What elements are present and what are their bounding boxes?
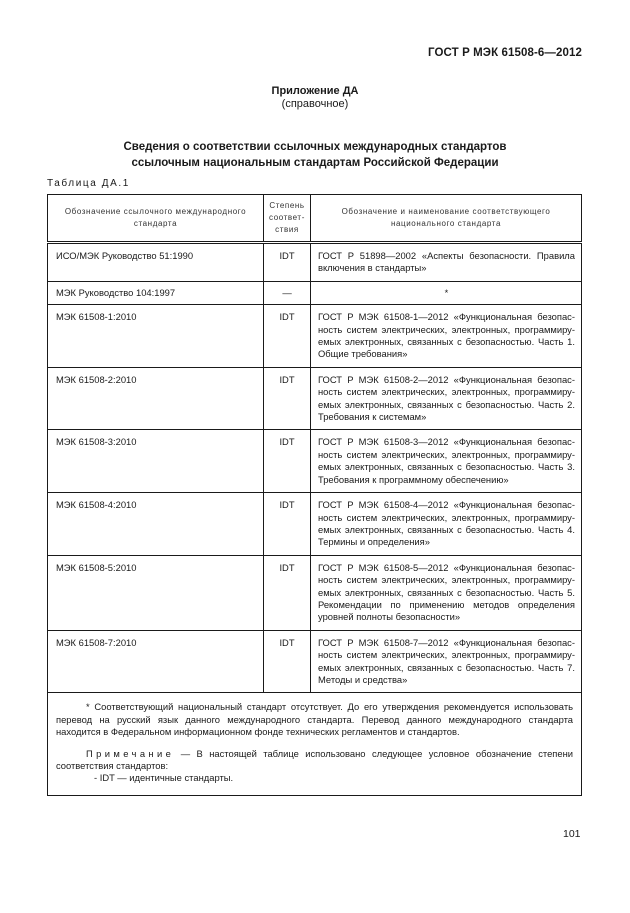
cell-intl-standard: МЭК 61508-7:2010: [48, 630, 264, 693]
table-footer: [48, 693, 582, 795]
cell-degree: IDT: [264, 430, 311, 493]
cell-intl-standard: МЭК 61508-4:2010: [48, 493, 264, 556]
cell-degree: —: [264, 281, 311, 304]
note-text: — В настоящей таблице использовано следующее условное обозначение степени соответствия стандартов:: [56, 747, 573, 771]
cell-national-standard: *: [311, 281, 582, 304]
table-row: [48, 281, 582, 304]
column-header-degree: Степень соответ-ствия: [264, 195, 311, 243]
footnote: * Соответствующий национальный стандарт отсутствует. До его утверждения рекомендуется использовать перевод на русский язык данного международного стандарта. Перевод данного международного стандарта находится в Федеральном информационном фонде технических регламентов и стандартов.: [56, 701, 573, 738]
table-label: Таблица ДА.1: [47, 178, 130, 189]
section-title: [0, 139, 630, 171]
table-row: [48, 430, 582, 493]
cell-degree: IDT: [264, 305, 311, 368]
cell-intl-standard: МЭК Руководство 104:1997: [48, 281, 264, 304]
cell-degree: IDT: [264, 367, 311, 430]
cell-national-standard: ГОСТ Р 51898—2002 «Аспекты безопасности. Правила включения в стандарты»: [311, 243, 582, 282]
table-row: [48, 630, 582, 693]
cell-national-standard: ГОСТ Р МЭК 61508-4—2012 «Функциональная безопасность систем электрических, электронных, программируемых электронных, связанных с безопасностью. Часть 4. Термины и определения»: [311, 493, 582, 556]
cell-national-standard: ГОСТ Р МЭК 61508-7—2012 «Функциональная безопасность систем электрических, электронных, программируемых электронных, связанных с безопасностью. Часть 7. Методы и средства»: [311, 630, 582, 693]
cell-national-standard: ГОСТ Р МЭК 61508-5—2012 «Функциональная безопасность систем электрических, электронных, программируемых электронных, связанных с безопасностью. Часть 5. Рекомендации по применению методов определения уровней полноты безопасности»: [311, 555, 582, 630]
cell-degree: IDT: [264, 630, 311, 693]
note: [56, 748, 573, 773]
note-label: Примечание: [86, 747, 175, 759]
section-title-line-1: Сведения о соответствии ссылочных международных стандартов: [123, 141, 507, 153]
table-row: [48, 493, 582, 556]
correspondence-table: [47, 194, 582, 796]
table-footer-row: [48, 693, 582, 795]
annex-subtitle: (справочное): [281, 98, 349, 110]
table-row: [48, 305, 582, 368]
annex-title: Приложение ДА: [271, 85, 359, 97]
cell-national-standard: ГОСТ Р МЭК 61508-2—2012 «Функциональная безопасность систем электрических, электронных, программируемых электронных, связанных с безопасностью. Часть 2. Требования к системам»: [311, 367, 582, 430]
cell-national-standard: ГОСТ Р МЭК 61508-1—2012 «Функциональная безопасность систем электрических, электронных, программируемых электронных, связанных с безопасностью. Часть 1. Общие требования»: [311, 305, 582, 368]
cell-degree: IDT: [264, 243, 311, 282]
standard-code-header: ГОСТ Р МЭК 61508-6—2012: [428, 47, 582, 59]
table-row: [48, 243, 582, 282]
cell-intl-standard: ИСО/МЭК Руководство 51:1990: [48, 243, 264, 282]
table-row: [48, 367, 582, 430]
table-row: [48, 555, 582, 630]
section-title-line-2: ссылочным национальным стандартам Российской Федерации: [131, 157, 499, 169]
page-number: 101: [563, 828, 581, 840]
cell-intl-standard: МЭК 61508-1:2010: [48, 305, 264, 368]
cell-national-standard: ГОСТ Р МЭК 61508-3—2012 «Функциональная безопасность систем электрических, электронных, программируемых электронных, связанных с безопасностью. Часть 3. Требования к программному обеспечению»: [311, 430, 582, 493]
cell-degree: IDT: [264, 493, 311, 556]
cell-intl-standard: МЭК 61508-5:2010: [48, 555, 264, 630]
column-header-intl: Обозначение ссылочного международного стандарта: [48, 195, 264, 243]
cell-intl-standard: МЭК 61508-2:2010: [48, 367, 264, 430]
table-header-row: [48, 195, 582, 243]
cell-intl-standard: МЭК 61508-3:2010: [48, 430, 264, 493]
note-item: - IDT — идентичные стандарты.: [94, 772, 234, 784]
column-header-national: Обозначение и наименование соответствующего национального стандарта: [311, 195, 582, 243]
cell-degree: IDT: [264, 555, 311, 630]
